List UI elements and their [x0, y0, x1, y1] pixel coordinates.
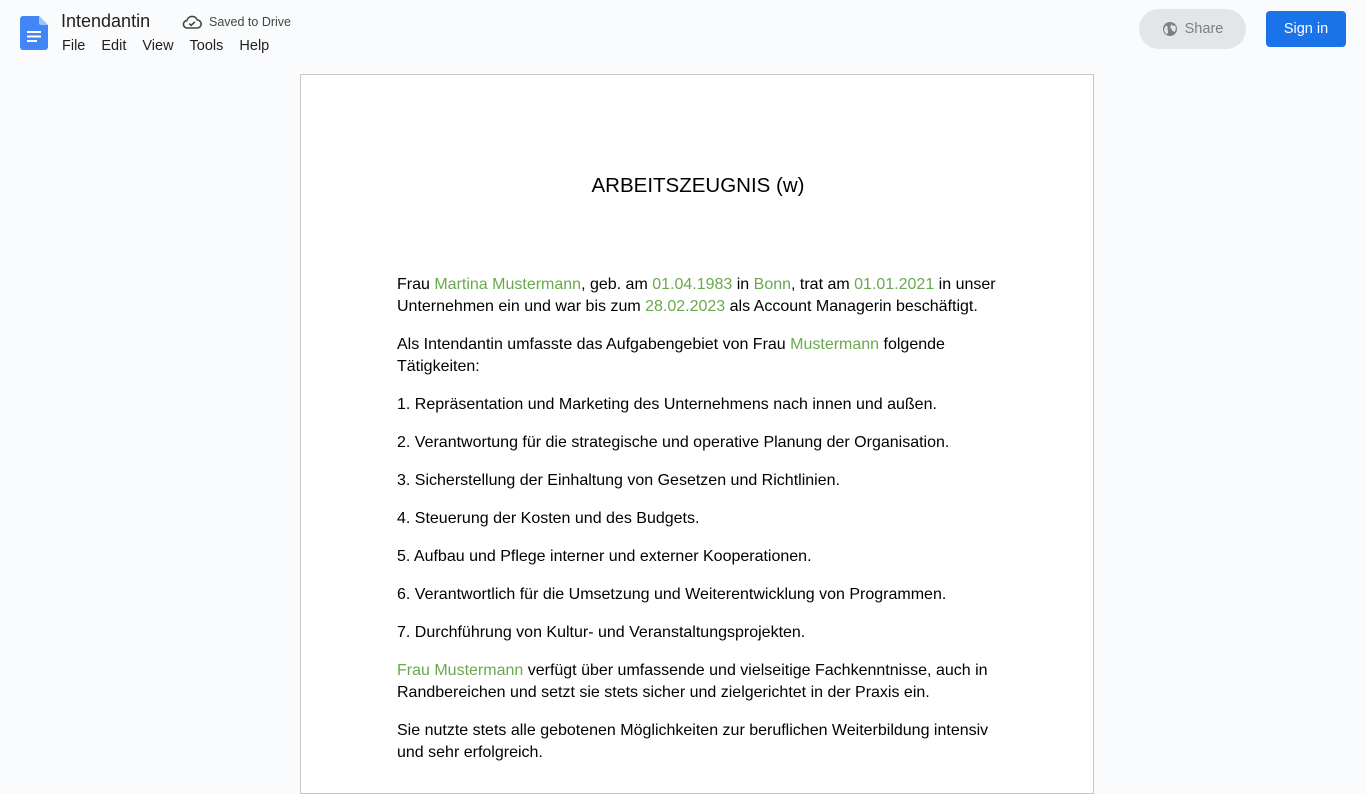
paragraph-skills — [397, 660, 1001, 704]
menu-tools[interactable]: Tools — [189, 38, 224, 54]
text-run: , trat am — [791, 276, 855, 293]
text-run: folgende Tätigkeiten: — [397, 336, 945, 375]
birth-city: Bonn — [753, 276, 792, 293]
globe-icon — [1162, 21, 1178, 37]
paragraph-tasks-intro — [397, 334, 1001, 378]
birth-date: 01.04.1983 — [652, 276, 733, 293]
paragraph-training: Sie nutzte stets alle gebotenen Möglichkeiten zur beruflichen Weiterbildung intensiv und sehr erfolgreich. — [397, 722, 989, 761]
document-title[interactable]: Intendantin — [61, 11, 151, 31]
menu-edit[interactable]: Edit — [101, 38, 127, 54]
docs-logo-icon[interactable] — [20, 16, 48, 50]
task-item: 4. Steuerung der Kosten und des Budgets. — [397, 510, 700, 527]
task-item: 3. Sicherstellung der Einhaltung von Gesetzen und Richtlinien. — [397, 472, 840, 489]
start-date: 01.01.2021 — [854, 276, 935, 293]
employee-title-name: Frau Mustermann — [397, 662, 524, 679]
task-item: 5. Aufbau und Pflege interner und externer Kooperationen. — [397, 548, 812, 565]
menu-file[interactable]: File — [62, 38, 86, 54]
document-page[interactable] — [300, 74, 1094, 794]
share-button[interactable] — [1139, 9, 1246, 49]
document-heading: ARBEITSZEUGNIS (w) — [591, 174, 805, 197]
task-item: 1. Repräsentation und Marketing des Unternehmens nach innen und außen. — [397, 396, 937, 413]
paragraph-intro — [397, 274, 1001, 318]
text-run: in unser Unternehmen ein und war bis zum — [397, 276, 996, 315]
employee-surname: Mustermann — [790, 336, 880, 353]
text-run: Als Intendantin umfasste das Aufgabengebiet von Frau — [397, 336, 791, 353]
text-run: , geb. am — [581, 276, 653, 293]
task-item: 7. Durchführung von Kultur- und Veranstaltungsprojekten. — [397, 624, 806, 641]
text-run: verfügt über umfassende und vielseitige Fachkenntnisse, auch in Randbereichen und setzt sie stets sicher und zielgerichtet in der Praxis ein. — [397, 662, 988, 701]
employee-name: Martina Mustermann — [434, 276, 582, 293]
text-run: in — [732, 276, 754, 293]
menu-help[interactable]: Help — [239, 38, 270, 54]
share-label: Share — [1184, 21, 1224, 37]
sign-in-button[interactable]: Sign in — [1266, 11, 1346, 47]
menu-view[interactable]: View — [142, 38, 174, 54]
text-run: Frau — [397, 276, 435, 293]
top-bar — [0, 0, 1366, 64]
menu-bar — [54, 37, 277, 55]
document-body — [397, 274, 1001, 780]
cloud-done-icon — [182, 14, 202, 30]
save-status-label: Saved to Drive — [209, 15, 291, 29]
save-status[interactable] — [182, 14, 291, 30]
text-run: als Account Managerin beschäftigt. — [725, 298, 978, 315]
task-item: 2. Verantwortung für die strategische und operative Planung der Organisation. — [397, 434, 950, 451]
end-date: 28.02.2023 — [645, 298, 726, 315]
task-item: 6. Verantwortlich für die Umsetzung und Weiterentwicklung von Programmen. — [397, 586, 947, 603]
